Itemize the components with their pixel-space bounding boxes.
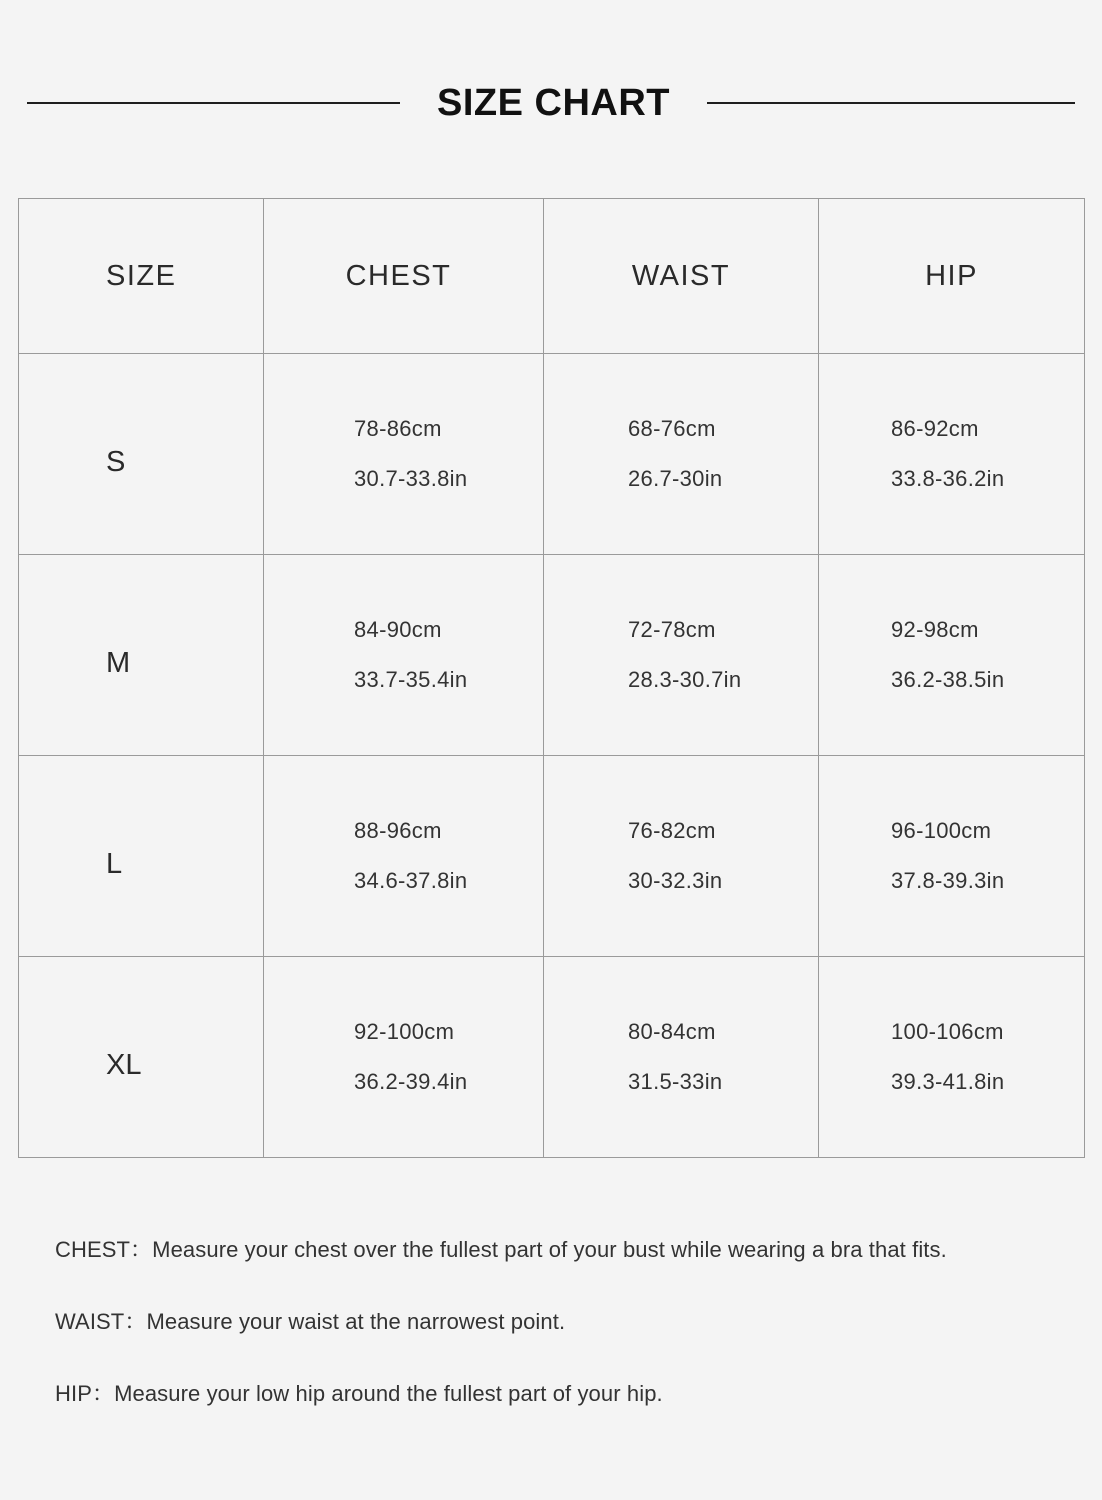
hip-cm: 96-100cm: [891, 818, 992, 843]
hip-cell: [819, 354, 1085, 555]
title-divider-right: [707, 102, 1075, 104]
waist-cm: 76-82cm: [628, 818, 716, 843]
note-chest: CHEST：Measure your chest over the fullest part of your bust while wearing a bra that fits.: [55, 1237, 947, 1262]
chest-in: 30.7-33.8in: [354, 466, 468, 491]
header-size: SIZE: [19, 199, 264, 354]
hip-cm: 92-98cm: [891, 617, 979, 642]
waist-in: 30-32.3in: [628, 868, 723, 893]
chest-cell: [264, 756, 544, 957]
table-row: [19, 555, 1085, 756]
waist-cm: 68-76cm: [628, 416, 716, 441]
chest-cm: 78-86cm: [354, 416, 442, 441]
table-header-row: [19, 199, 1085, 354]
chest-in: 33.7-35.4in: [354, 667, 468, 692]
hip-cell: [819, 756, 1085, 957]
chest-cm: 92-100cm: [354, 1019, 455, 1044]
header-chest: CHEST: [264, 199, 544, 354]
header-waist: WAIST: [544, 199, 819, 354]
note-waist: WAIST：Measure your waist at the narrowest point.: [55, 1309, 566, 1334]
waist-in: 26.7-30in: [628, 466, 723, 491]
hip-cm: 86-92cm: [891, 416, 979, 441]
waist-cell: [544, 756, 819, 957]
waist-cm: 80-84cm: [628, 1019, 716, 1044]
page-title: SIZE CHART: [437, 82, 670, 124]
hip-cell: [819, 957, 1085, 1158]
chest-in: 36.2-39.4in: [354, 1069, 468, 1094]
table-row: [19, 957, 1085, 1158]
size-cell: [19, 555, 264, 756]
size-label: L: [106, 847, 123, 880]
waist-cell: [544, 555, 819, 756]
measurement-notes: [55, 1230, 1075, 1446]
waist-in: 28.3-30.7in: [628, 667, 742, 692]
waist-cell: [544, 957, 819, 1158]
waist-cm: 72-78cm: [628, 617, 716, 642]
size-chart-table: [18, 198, 1085, 1158]
chest-cell: [264, 354, 544, 555]
hip-in: 33.8-36.2in: [891, 466, 1005, 491]
table-row: [19, 756, 1085, 957]
title-divider-left: [27, 102, 400, 104]
header-hip: HIP: [819, 199, 1085, 354]
hip-in: 39.3-41.8in: [891, 1069, 1005, 1094]
hip-cell: [819, 555, 1085, 756]
title-row: [0, 78, 1102, 128]
size-label: XL: [106, 1048, 142, 1081]
size-cell: [19, 756, 264, 957]
chest-cell: [264, 555, 544, 756]
chest-cm: 84-90cm: [354, 617, 442, 642]
size-cell: [19, 354, 264, 555]
waist-cell: [544, 354, 819, 555]
hip-in: 36.2-38.5in: [891, 667, 1005, 692]
waist-in: 31.5-33in: [628, 1069, 723, 1094]
note-hip: HIP：Measure your low hip around the fullest part of your hip.: [55, 1381, 663, 1406]
hip-cm: 100-106cm: [891, 1019, 1004, 1044]
chest-cell: [264, 957, 544, 1158]
size-label: S: [106, 445, 126, 478]
hip-in: 37.8-39.3in: [891, 868, 1005, 893]
table-row: [19, 354, 1085, 555]
size-cell: [19, 957, 264, 1158]
size-label: M: [106, 646, 131, 679]
chest-cm: 88-96cm: [354, 818, 442, 843]
chest-in: 34.6-37.8in: [354, 868, 468, 893]
